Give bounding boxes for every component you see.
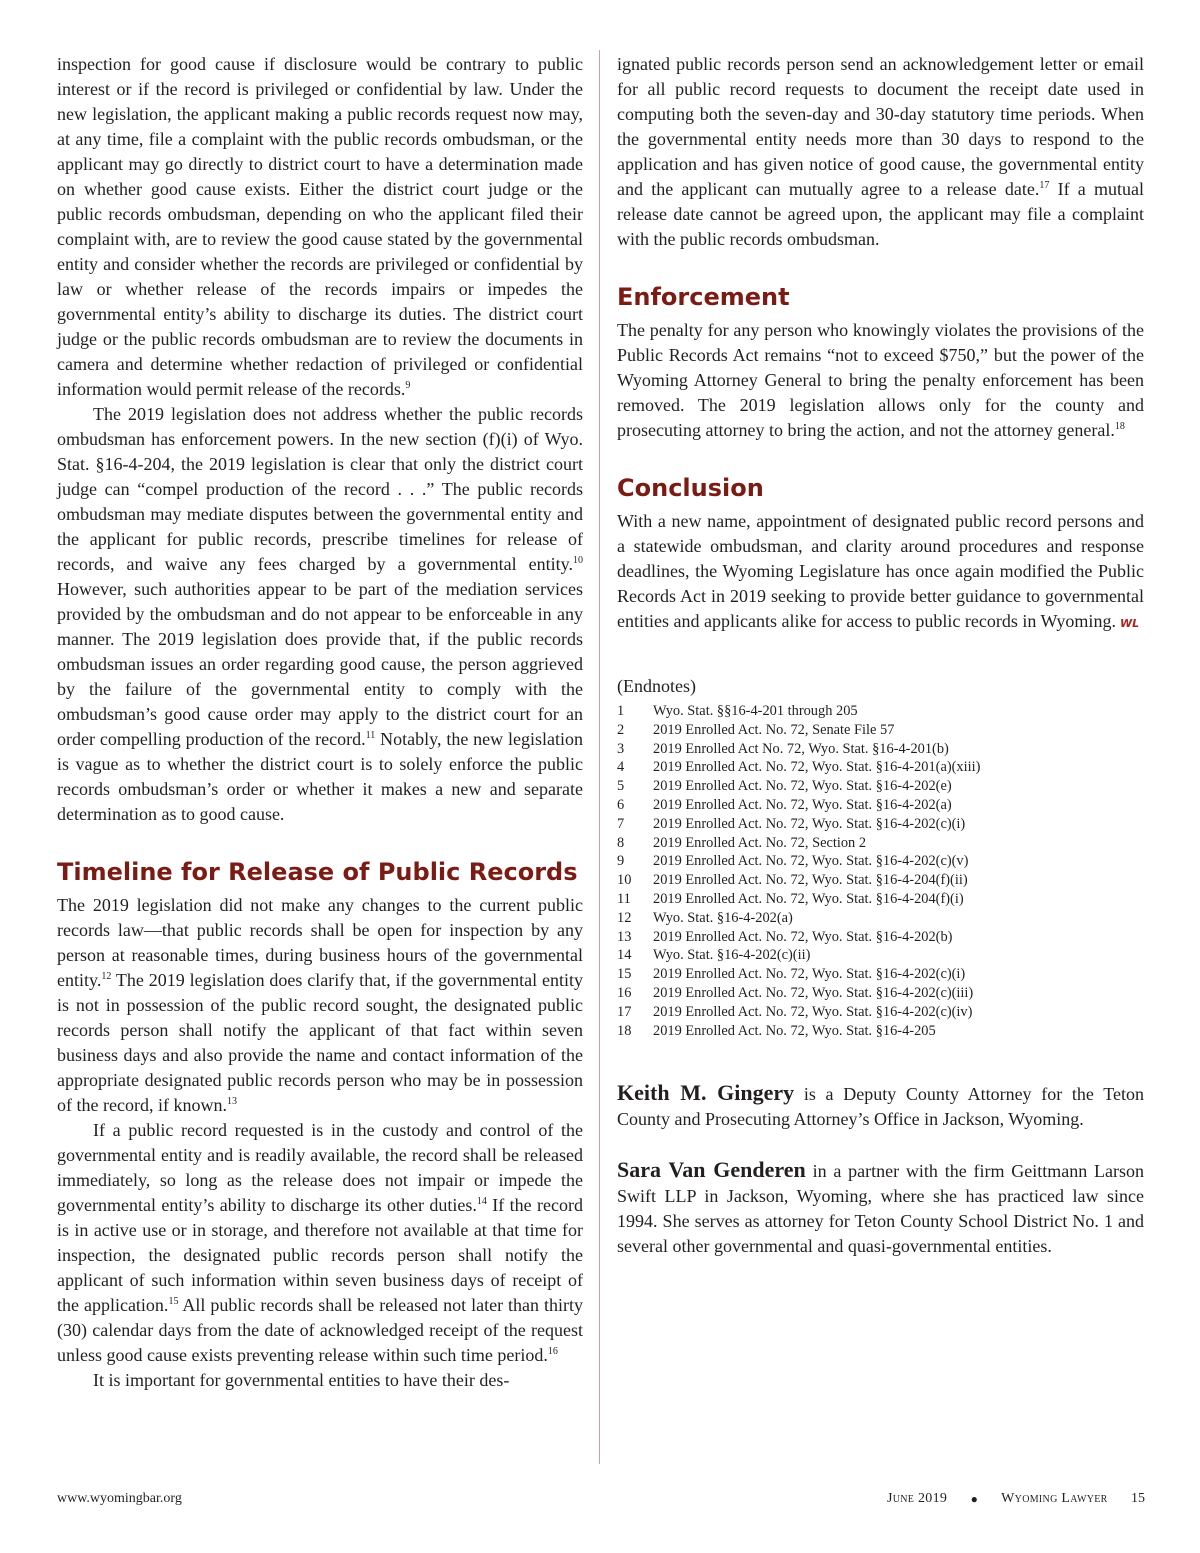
column-divider bbox=[599, 50, 600, 1464]
left-column bbox=[57, 52, 583, 1393]
paragraph: The 2019 legislation does not address whether the public records ombudsman has enforcement powers. In the new section (f)(i) of Wyo. Stat. §16-4-204, the 2019 legislation is clear that only the district court judge can “compel production of the record . . .” The public records ombudsman may mediate disputes between the governmental entity and the applicant for public records, prescribe timelines for release of records, and waive any fees charged by a governmental entity.$^{10}$ However, such authorities appear to be part of the mediation services provided by the ombudsman and do not appear to be enforceable in any manner. The 2019 legislation does provide that, if the public records ombudsman issues an order regarding good cause, the person aggrieved by the failure of the governmental entity to comply with the ombudsman’s good cause order may apply to the district court for an order compelling production of the record.$^{11}$ Notably, the new legislation is vague as to whether the district court is to solely enforce the public records ombudsman’s order or whether it makes a new and separate determination as to good cause. bbox=[57, 404, 583, 824]
wl-end-mark: WL bbox=[1119, 617, 1140, 630]
section-heading-timeline: Timeline for Release of Public Records bbox=[57, 858, 578, 886]
endnotes-list bbox=[617, 702, 1144, 1040]
footnote-ref[interactable]: 14 bbox=[476, 1196, 487, 1207]
page-number: 15 bbox=[1130, 1491, 1145, 1506]
author-bio-gingery: Keith M. Gingery is a Deputy County Attorney for the Teton County and Prosecuting Attorney’s Office in Jackson, Wyoming. bbox=[617, 1080, 1144, 1130]
endnote-item: 10 2019 Enrolled Act. No. 72, Wyo. Stat. §16-4-204(f)(ii) bbox=[617, 872, 968, 889]
endnote-item: 13 2019 Enrolled Act. No. 72, Wyo. Stat. §16-4-202(b) bbox=[617, 928, 953, 945]
section-heading-conclusion: Conclusion bbox=[617, 474, 764, 502]
author-name: Sara Van Genderen bbox=[617, 1157, 806, 1183]
paragraph: inspection for good cause if disclosure would be contrary to public interest or if the record is privileged or confidential by law. Under the new legislation, the applicant making a public records request now may, at any time, file a complaint with the public records ombudsman, or the applicant may go directly to district court to have a determination made on whether good cause exists. Either the district court judge or the public records ombudsman, depending on who the applicant filed their complaint with, are to review the good cause stated by the governmental entity and consider whether the records are privileged or confidential by law or whether release of the records impairs or impedes the governmental entity’s ability to discharge its duties. The district court judge or the public records ombudsman are to review the documents in camera and determine whether redaction of privileged or confidential information would permit release of the records.$^9$ bbox=[57, 54, 583, 399]
paragraph: If a public record requested is in the custody and control of the governmental entity and is readily available, the record shall be released immediately, so long as the release does not impair or impede the governmental entity’s ability to discharge its other duties.$^{14}$ If the record is in active use or in storage, and therefore not available at that time for inspection, the designated public records person shall notify the applicant of such information within seven business days of receipt of the application.$^{15}$ All public records shall be released not later than thirty (30) calendar days from the date of acknowledged receipt of the request unless good cause exists preventing release within such time period.$^{16}$ bbox=[57, 1120, 583, 1365]
footnote-ref[interactable]: 10 bbox=[573, 555, 583, 566]
footnote-ref[interactable]: 18 bbox=[1114, 421, 1125, 432]
endnotes-title: (Endnotes) bbox=[617, 676, 696, 696]
endnote-item: 9 2019 Enrolled Act. No. 72, Wyo. Stat. §16-4-202(c)(v) bbox=[617, 853, 969, 870]
endnote-item: 1 Wyo. Stat. §§16-4-201 through 205 bbox=[617, 703, 858, 719]
endnote-item: 7 2019 Enrolled Act. No. 72, Wyo. Stat. §16-4-202(c)(i) bbox=[617, 815, 966, 832]
paragraph: The penalty for any person who knowingly violates the provisions of the Public Records Act remains “not to exceed $750,” but the power of the Wyoming Attorney General to bring the penalty enforcement has been removed. The 2019 legislation allows only for the county and prosecuting attorney to bring the action, and not the attorney general.$^{18}$ bbox=[617, 320, 1144, 440]
footer-website[interactable]: www.wyomingbar.org bbox=[57, 1491, 182, 1506]
endnote-item: 6 2019 Enrolled Act. No. 72, Wyo. Stat. §16-4-202(a) bbox=[617, 796, 952, 813]
endnote-item: 2 2019 Enrolled Act. No. 72, Senate File 57 bbox=[617, 721, 895, 738]
footnote-ref[interactable]: 9 bbox=[405, 380, 411, 391]
endnote-item: 17 2019 Enrolled Act. No. 72, Wyo. Stat. §16-4-202(c)(iv) bbox=[617, 1003, 973, 1020]
footnote-ref[interactable]: 17 bbox=[1039, 180, 1050, 191]
endnote-item: 5 2019 Enrolled Act. No. 72, Wyo. Stat. §16-4-202(e) bbox=[617, 778, 952, 795]
author-bio-van-genderen: Sara Van Genderen in a partner with the firm Geittmann Larson Swift LLP in Jackson, Wyoming, where she has practiced law since 1994. She serves as attorney for Teton County School District No. 1 and several other governmental and quasi-governmental entities. bbox=[617, 1157, 1145, 1257]
footnote-ref[interactable]: 15 bbox=[168, 1296, 179, 1307]
section-heading-enforcement: Enforcement bbox=[617, 283, 790, 311]
footnote-ref[interactable]: 13 bbox=[226, 1096, 237, 1107]
bullet-separator: ● bbox=[970, 1492, 978, 1506]
endnote-item: 11 2019 Enrolled Act. No. 72, Wyo. Stat. §16-4-204(f)(i) bbox=[617, 890, 964, 907]
endnote-item: 3 2019 Enrolled Act No. 72, Wyo. Stat. §16-4-201(b) bbox=[617, 740, 949, 757]
endnote-item: 18 2019 Enrolled Act. No. 72, Wyo. Stat. §16-4-205 bbox=[617, 1022, 936, 1039]
footnote-ref[interactable]: 12 bbox=[101, 971, 112, 982]
endnote-item: 15 2019 Enrolled Act. No. 72, Wyo. Stat. §16-4-202(c)(i) bbox=[617, 966, 966, 983]
footer-publication: Wyoming Lawyer bbox=[1001, 1491, 1108, 1506]
paragraph: It is important for governmental entities to have their des- bbox=[93, 1370, 510, 1390]
author-name: Keith M. Gingery bbox=[617, 1080, 795, 1106]
endnote-item: 8 2019 Enrolled Act. No. 72, Section 2 bbox=[617, 834, 867, 851]
paragraph: The 2019 legislation did not make any changes to the current public records law—that public records shall be open for inspection by any person at reasonable times, during business hours of the governmental entity.$^{12}$ The 2019 legislation does clarify that, if the governmental entity is not in possession of the public record sought, the designated public records person shall notify the applicant of that fact within seven business days and also provide the name and contact information of the appropriate designated public records person who may be in possession of the record, if known.$^{13}$ bbox=[57, 895, 583, 1115]
footnote-ref[interactable]: 16 bbox=[547, 1346, 558, 1357]
footnote-ref[interactable]: 11 bbox=[365, 730, 376, 741]
right-column bbox=[617, 52, 1144, 1259]
endnote-item: 14 Wyo. Stat. §16-4-202(c)(ii) bbox=[617, 947, 811, 964]
endnote-item: 4 2019 Enrolled Act. No. 72, Wyo. Stat. §16-4-201(a)(xiii) bbox=[617, 759, 981, 776]
footer-issue-date: June 2019 bbox=[887, 1491, 948, 1506]
footer-issue-info bbox=[887, 1490, 1145, 1508]
paragraph: With a new name, appointment of designated public record persons and a statewide ombudsman, and clarity around procedures and response deadlines, the Wyoming Legislature has once again modified the Public Records Act in 2019 seeking to provide better guidance to governmental entities and applicants alike for access to public records in Wyoming. WL bbox=[617, 511, 1144, 631]
endnote-item: 16 2019 Enrolled Act. No. 72, Wyo. Stat. §16-4-202(c)(iii) bbox=[617, 984, 974, 1001]
endnote-item: 12 Wyo. Stat. §16-4-202(a) bbox=[617, 909, 793, 926]
paragraph: ignated public records person send an acknowledgement letter or email for all public record requests to document the receipt date used in computing both the seven-day and 30-day statutory time periods. When the governmental entity needs more than 30 days to respond to the application and has given notice of good cause, the governmental entity and the applicant can mutually agree to a release date.$^{17}$ If a mutual release date cannot be agreed upon, the applicant may file a complaint with the public records ombudsman. bbox=[617, 54, 1144, 249]
